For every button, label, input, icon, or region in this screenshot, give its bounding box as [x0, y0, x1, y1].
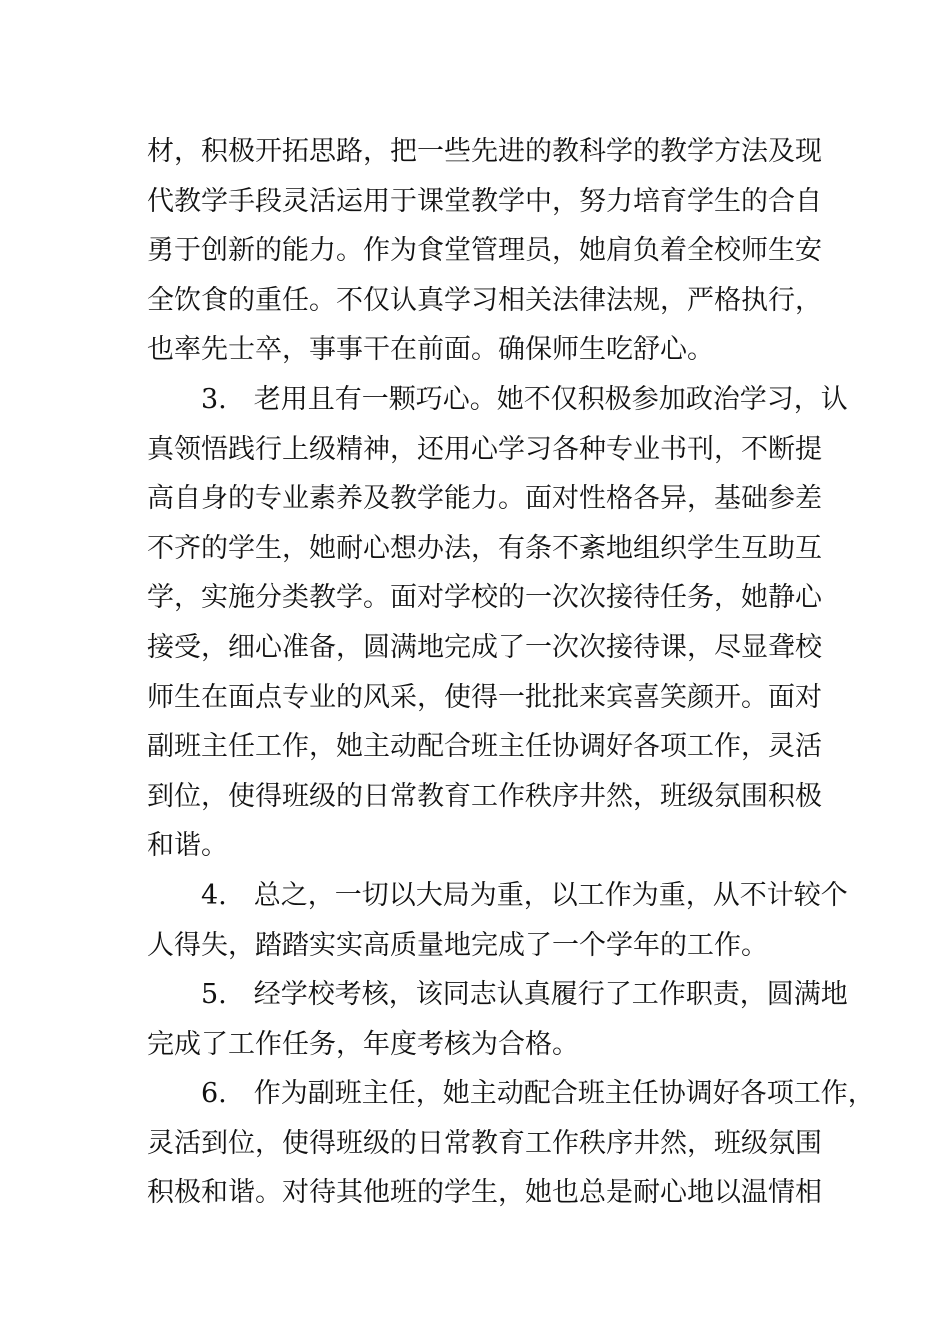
text-line: 也率先士卒，事事干在前面。确保师生吃舒心。: [147, 334, 714, 366]
text-line: 灵活到位，使得班级的日常教育工作秩序井然，班级氛围: [147, 1127, 822, 1159]
text-line: 代教学手段灵活运用于课堂教学中，努力培育学生的合自: [147, 185, 822, 217]
text-line: 师生在面点专业的风采，使得一批批来宾喜笑颜开。面对: [147, 681, 822, 713]
text-line: 学，实施分类教学。面对学校的一次次接待任务，她静心: [147, 582, 822, 614]
text-line: 不齐的学生，她耐心想办法，有条不紊地组织学生互助互: [147, 532, 822, 564]
text-line: 勇于创新的能力。作为食堂管理员，她肩负着全校师生安: [147, 235, 822, 267]
text-line: 全饮食的重任。不仅认真学习相关法律法规，严格执行，: [147, 284, 822, 316]
text-line: 3. 老用且有一颗巧心。她不仅积极参加政治学习，认: [147, 383, 848, 415]
text-line: 高自身的专业素养及教学能力。面对性格各异，基础参差: [147, 483, 822, 515]
text-line: 材，积极开拓思路，把一些先进的教科学的教学方法及现: [147, 136, 822, 167]
text-line: 5. 经学校考核，该同志认真履行了工作职责，圆满地: [147, 979, 848, 1011]
text-line: 真领悟践行上级精神，还用心学习各种专业书刊，不断提: [147, 433, 822, 465]
paragraph-4: [147, 970, 848, 1069]
paragraph-5: [147, 1069, 875, 1218]
paragraph-1: [147, 127, 827, 375]
document-body: [147, 127, 875, 1218]
paragraph-3: [147, 871, 848, 970]
text-line: 6. 作为副班主任，她主动配合班主任协调好各项工作，: [147, 1078, 875, 1110]
text-line: 和谐。: [147, 830, 228, 862]
text-line: 积极和谐。对待其他班的学生，她也总是耐心地以温情相: [147, 1177, 822, 1209]
text-line: 完成了工作任务，年度考核为合格。: [147, 1028, 579, 1060]
paragraph-2: [147, 375, 848, 871]
text-line: 到位，使得班级的日常教育工作秩序井然，班级氛围积极: [147, 780, 822, 812]
text-line: 副班主任工作，她主动配合班主任协调好各项工作，灵活: [147, 731, 822, 763]
text-line: 接受，细心准备，圆满地完成了一次次接待课，尽显聋校: [147, 631, 822, 663]
text-line: 4. 总之，一切以大局为重，以工作为重，从不计较个: [147, 879, 848, 911]
text-line: 人得失，踏踏实实高质量地完成了一个学年的工作。: [147, 929, 768, 961]
